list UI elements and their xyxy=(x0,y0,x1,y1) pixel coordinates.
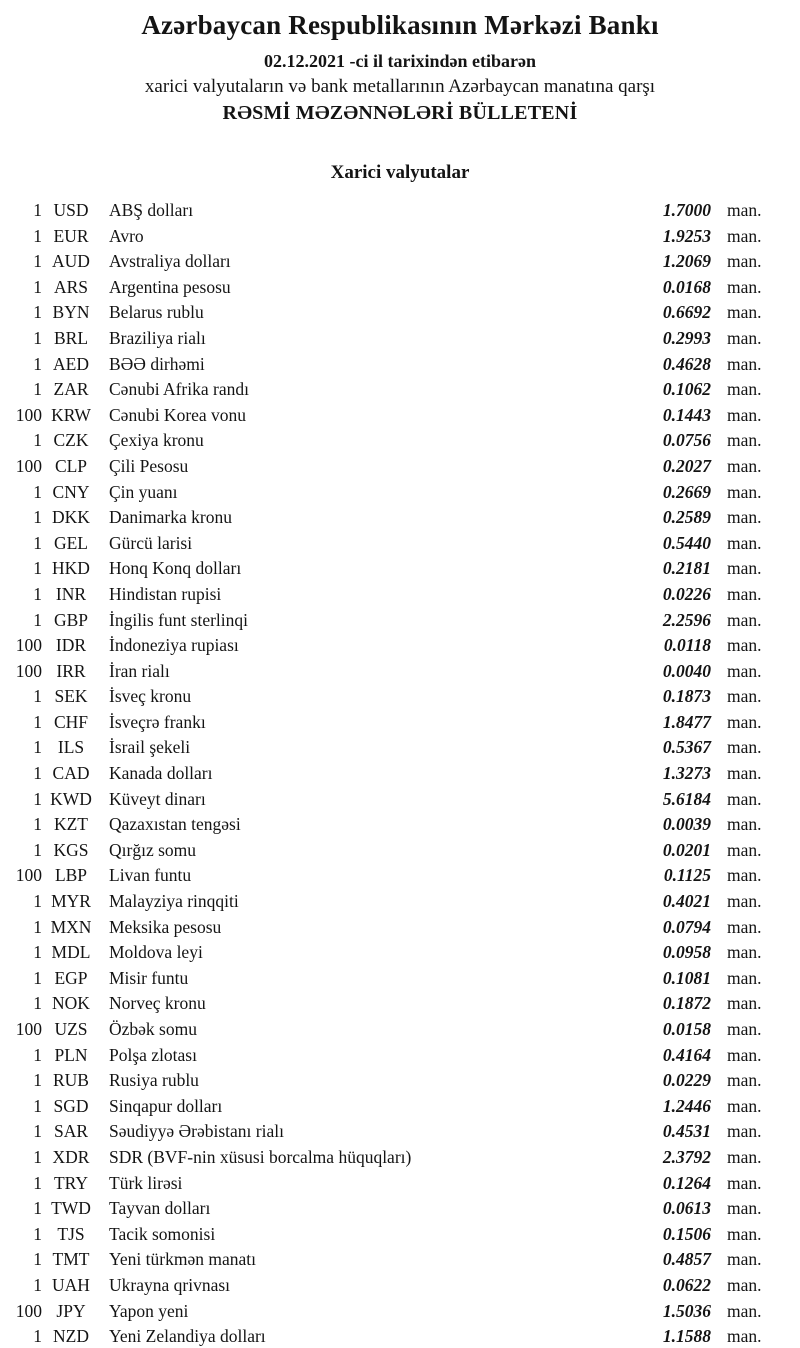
currency-code-cell: XDR xyxy=(52,1146,90,1167)
rate-value-cell: 0.0168 xyxy=(662,276,711,297)
rate-value-cell: 5.6184 xyxy=(662,788,711,809)
table-row xyxy=(0,377,800,403)
quantity-cell: 1 xyxy=(33,532,42,553)
quantity-cell: 1 xyxy=(33,327,42,348)
table-row xyxy=(0,659,800,685)
rate-value-cell: 0.2181 xyxy=(662,558,711,579)
currency-code-cell: TJS xyxy=(57,1223,85,1244)
rate-value-cell: 0.1125 xyxy=(663,865,711,886)
quantity-cell: 1 xyxy=(33,379,42,400)
quantity-cell: 1 xyxy=(33,225,42,246)
quantity-cell: 1 xyxy=(33,1223,42,1244)
currency-name-cell: Meksika pesosu xyxy=(109,916,222,937)
unit-cell: man. xyxy=(727,430,762,451)
unit-cell: man. xyxy=(727,558,762,579)
table-row xyxy=(0,863,800,889)
rate-value-cell: 0.1062 xyxy=(662,379,711,400)
table-row xyxy=(0,761,800,787)
rate-value-cell: 0.0201 xyxy=(662,839,711,860)
rate-value-cell: 0.0756 xyxy=(662,430,711,451)
table-row xyxy=(0,966,800,992)
table-row xyxy=(0,940,800,966)
rate-value-cell: 0.0040 xyxy=(662,660,711,681)
quantity-cell: 1 xyxy=(33,993,42,1014)
quantity-cell: 1 xyxy=(33,686,42,707)
quantity-cell: 1 xyxy=(33,353,42,374)
currency-name-cell: Honq Konq dolları xyxy=(109,558,242,579)
currency-code-cell: TWD xyxy=(51,1198,91,1219)
currency-code-cell: SGD xyxy=(53,1095,89,1116)
table-row xyxy=(0,352,800,378)
currency-name-cell: İngilis funt sterlinqi xyxy=(109,609,249,630)
currency-code-cell: KZT xyxy=(53,814,89,835)
page-title: Azərbaycan Respublikasının Mərkəzi Bankı xyxy=(141,10,659,40)
currency-name-cell: Malayziya rinqqiti xyxy=(109,891,239,912)
rate-value-cell: 1.8477 xyxy=(662,711,711,732)
currency-code-cell: NZD xyxy=(53,1326,89,1347)
currency-name-cell: İsrail şekeli xyxy=(109,737,191,758)
quantity-cell: 1 xyxy=(33,583,42,604)
currency-name-cell: Çin yuanı xyxy=(109,481,178,502)
currency-name-cell: Çexiya kronu xyxy=(109,430,204,451)
unit-cell: man. xyxy=(727,660,762,681)
currency-name-cell: Ukrayna qrivnası xyxy=(109,1274,231,1295)
currency-name-cell: Qırğız somu xyxy=(109,839,197,860)
unit-cell: man. xyxy=(727,1095,762,1116)
quantity-cell: 1 xyxy=(33,1274,42,1295)
currency-name-cell: ABŞ dolları xyxy=(109,200,194,220)
currency-code-cell: CNY xyxy=(52,481,90,502)
currency-name-cell: Tayvan dolları xyxy=(109,1198,211,1219)
subject-line: xarici valyutaların və bank metallarının Azərbaycan manatına qarşı xyxy=(144,76,656,97)
currency-code-cell: BYN xyxy=(52,302,90,323)
rate-value-cell: 1.2069 xyxy=(662,251,711,272)
rate-value-cell: 1.7000 xyxy=(662,200,711,220)
currency-code-cell: KRW xyxy=(51,404,91,425)
quantity-cell: 1 xyxy=(33,763,42,784)
quantity-cell: 1 xyxy=(33,942,42,963)
table-row xyxy=(0,556,800,582)
table-row xyxy=(0,454,800,480)
currency-name-cell: Yapon yeni xyxy=(109,1300,189,1321)
unit-cell: man. xyxy=(727,1249,762,1270)
table-row xyxy=(0,1196,800,1222)
currency-name-cell: Kanada dolları xyxy=(109,763,213,784)
currency-name-cell: Argentina pesosu xyxy=(109,276,231,297)
currency-code-cell: MDL xyxy=(51,942,91,963)
currency-code-cell: KWD xyxy=(50,788,92,809)
quantity-cell: 100 xyxy=(15,1300,42,1321)
quantity-cell: 1 xyxy=(33,1249,42,1270)
currency-name-cell: Yeni türkmən manatı xyxy=(109,1249,256,1270)
unit-cell: man. xyxy=(727,1146,762,1167)
currency-name-cell: Sinqapur dolları xyxy=(109,1095,223,1116)
currency-name-cell: İsveçrə frankı xyxy=(109,711,206,732)
currency-code-cell: TRY xyxy=(53,1172,89,1193)
unit-cell: man. xyxy=(727,865,762,886)
currency-name-cell: BƏƏ dirhəmi xyxy=(109,353,205,374)
currency-name-cell: Belarus rublu xyxy=(109,302,204,323)
currency-name-cell: Avstraliya dolları xyxy=(109,251,231,272)
currency-code-cell: IRR xyxy=(56,660,86,681)
currency-code-cell: RUB xyxy=(53,1070,89,1091)
table-row xyxy=(0,991,800,1017)
rate-value-cell: 0.0958 xyxy=(662,942,711,963)
quantity-cell: 100 xyxy=(15,1019,42,1039)
unit-cell: man. xyxy=(727,507,762,528)
document-header xyxy=(0,0,800,126)
unit-cell: man. xyxy=(727,404,762,425)
currency-name-cell: Səudiyyə Ərəbistanı rialı xyxy=(109,1121,284,1142)
currency-code-cell: SEK xyxy=(54,686,88,707)
rate-value-cell: 0.4628 xyxy=(662,353,711,374)
currency-code-cell: UAH xyxy=(52,1274,90,1295)
table-row xyxy=(0,633,800,659)
currency-name-cell: Qazaxıstan tengəsi xyxy=(109,814,241,835)
currency-code-cell: KGS xyxy=(53,839,89,860)
table-row xyxy=(0,249,800,275)
currency-name-cell: İndoneziya rupiası xyxy=(109,635,239,656)
quantity-cell: 1 xyxy=(33,609,42,630)
quantity-cell: 100 xyxy=(15,635,42,656)
rate-value-cell: 2.2596 xyxy=(662,609,711,630)
rate-value-cell: 0.1081 xyxy=(662,967,711,988)
unit-cell: man. xyxy=(727,532,762,553)
unit-cell: man. xyxy=(727,609,762,630)
currency-code-cell: INR xyxy=(55,583,87,604)
rate-value-cell: 0.2993 xyxy=(662,327,711,348)
quantity-cell: 1 xyxy=(33,558,42,579)
rate-value-cell: 0.4021 xyxy=(662,891,711,912)
table-row xyxy=(0,1171,800,1197)
unit-cell: man. xyxy=(727,200,762,220)
currency-code-cell: MYR xyxy=(51,891,91,912)
currency-code-cell: TMT xyxy=(52,1249,90,1270)
currency-code-cell: NOK xyxy=(52,993,90,1014)
unit-cell: man. xyxy=(727,1070,762,1091)
table-row xyxy=(0,735,800,761)
rate-value-cell: 0.0613 xyxy=(662,1198,711,1219)
currency-name-cell: Misir funtu xyxy=(109,967,189,988)
unit-cell: man. xyxy=(727,583,762,604)
currency-code-cell: CZK xyxy=(53,430,89,451)
quantity-cell: 1 xyxy=(33,967,42,988)
unit-cell: man. xyxy=(727,276,762,297)
currency-name-cell: Polşa zlotası xyxy=(109,1044,197,1065)
unit-cell: man. xyxy=(727,711,762,732)
currency-code-cell: HKD xyxy=(52,558,90,579)
unit-cell: man. xyxy=(727,993,762,1014)
quantity-cell: 1 xyxy=(33,507,42,528)
table-row xyxy=(0,480,800,506)
quantity-cell: 1 xyxy=(33,737,42,758)
table-row xyxy=(0,428,800,454)
quantity-cell: 1 xyxy=(33,251,42,272)
table-row xyxy=(0,198,800,224)
currency-code-cell: BRL xyxy=(53,327,89,348)
currency-name-cell: Yeni Zelandiya dolları xyxy=(109,1326,266,1347)
currency-code-cell: GBP xyxy=(53,609,89,630)
quantity-cell: 100 xyxy=(15,455,42,476)
table-row xyxy=(0,326,800,352)
currency-name-cell: Gürcü larisi xyxy=(109,532,193,553)
currency-name-cell: Avro xyxy=(109,225,144,246)
currency-code-cell: GEL xyxy=(53,532,89,553)
unit-cell: man. xyxy=(727,1300,762,1321)
rate-value-cell: 0.0118 xyxy=(663,635,711,656)
rate-value-cell: 0.0229 xyxy=(662,1070,711,1091)
currency-code-cell: AUD xyxy=(52,251,90,272)
unit-cell: man. xyxy=(727,327,762,348)
currency-name-cell: Norveç kronu xyxy=(109,993,206,1014)
unit-cell: man. xyxy=(727,891,762,912)
quantity-cell: 100 xyxy=(15,660,42,681)
quantity-cell: 1 xyxy=(33,814,42,835)
currency-code-cell: MXN xyxy=(50,916,92,937)
quantity-cell: 1 xyxy=(33,839,42,860)
unit-cell: man. xyxy=(727,1274,762,1295)
unit-cell: man. xyxy=(727,1326,762,1347)
unit-cell: man. xyxy=(727,788,762,809)
rate-value-cell: 0.1873 xyxy=(662,686,711,707)
quantity-cell: 1 xyxy=(33,916,42,937)
rate-value-cell: 0.5367 xyxy=(662,737,711,758)
table-row xyxy=(0,224,800,250)
rate-value-cell: 0.4531 xyxy=(662,1121,711,1142)
unit-cell: man. xyxy=(727,353,762,374)
unit-cell: man. xyxy=(727,302,762,323)
rate-value-cell: 0.4164 xyxy=(662,1044,711,1065)
currency-code-cell: CLP xyxy=(54,455,88,476)
unit-cell: man. xyxy=(727,481,762,502)
bulletin-title: RƏSMİ MƏZƏNNƏLƏRİ BÜLLETENİ xyxy=(222,102,578,124)
quantity-cell: 1 xyxy=(33,1121,42,1142)
currency-code-cell: CAD xyxy=(52,763,90,784)
table-row xyxy=(0,403,800,429)
unit-cell: man. xyxy=(727,1198,762,1219)
table-row xyxy=(0,275,800,301)
rate-value-cell: 0.0158 xyxy=(662,1019,711,1039)
table-row xyxy=(0,608,800,634)
unit-cell: man. xyxy=(727,379,762,400)
rate-value-cell: 0.4857 xyxy=(662,1249,711,1270)
currency-name-cell: Moldova leyi xyxy=(109,942,203,963)
table-row xyxy=(0,1094,800,1120)
unit-cell: man. xyxy=(727,455,762,476)
table-row xyxy=(0,1043,800,1069)
rate-value-cell: 1.2446 xyxy=(662,1095,711,1116)
currency-code-cell: CHF xyxy=(53,711,89,732)
quantity-cell: 1 xyxy=(33,1326,42,1347)
currency-code-cell: DKK xyxy=(52,507,90,528)
rate-value-cell: 2.3792 xyxy=(662,1146,711,1167)
currency-name-cell: SDR (BVF-nin xüsusi borcalma hüquqları) xyxy=(109,1146,412,1167)
currency-name-cell: Rusiya rublu xyxy=(109,1070,199,1091)
currency-name-cell: İsveç kronu xyxy=(109,686,192,707)
table-row xyxy=(0,300,800,326)
unit-cell: man. xyxy=(727,1044,762,1065)
table-row xyxy=(0,812,800,838)
currency-code-cell: EUR xyxy=(53,225,89,246)
currency-code-cell: ARS xyxy=(53,276,89,297)
quantity-cell: 1 xyxy=(33,481,42,502)
currency-name-cell: Cənubi Korea vonu xyxy=(109,404,247,425)
unit-cell: man. xyxy=(727,814,762,835)
effective-date: 02.12.2021 -ci il tarixindən etibarən xyxy=(264,51,536,71)
table-row xyxy=(0,1017,800,1043)
table-row xyxy=(0,838,800,864)
quantity-cell: 1 xyxy=(33,711,42,732)
table-row xyxy=(0,1299,800,1325)
currency-code-cell: USD xyxy=(53,200,89,220)
rate-value-cell: 1.5036 xyxy=(662,1300,711,1321)
quantity-cell: 1 xyxy=(33,302,42,323)
rate-value-cell: 0.6692 xyxy=(662,302,711,323)
currency-name-cell: Özbək somu xyxy=(109,1019,197,1039)
section-title: Xarici valyutalar xyxy=(330,162,470,183)
rates-table xyxy=(0,198,800,1348)
currency-code-cell: IDR xyxy=(55,635,87,656)
quantity-cell: 100 xyxy=(15,865,42,886)
rate-value-cell: 0.1872 xyxy=(662,993,711,1014)
currency-code-cell: SAR xyxy=(53,1121,89,1142)
unit-cell: man. xyxy=(727,1223,762,1244)
unit-cell: man. xyxy=(727,916,762,937)
currency-code-cell: ILS xyxy=(57,737,85,758)
table-row xyxy=(0,1119,800,1145)
currency-code-cell: EGP xyxy=(54,967,88,988)
quantity-cell: 100 xyxy=(15,404,42,425)
quantity-cell: 1 xyxy=(33,1172,42,1193)
table-row xyxy=(0,889,800,915)
rate-value-cell: 1.3273 xyxy=(662,763,711,784)
table-row xyxy=(0,1068,800,1094)
quantity-cell: 1 xyxy=(33,891,42,912)
currency-code-cell: ZAR xyxy=(53,379,89,400)
unit-cell: man. xyxy=(727,763,762,784)
unit-cell: man. xyxy=(727,225,762,246)
rate-value-cell: 0.0794 xyxy=(662,916,711,937)
currency-name-cell: Türk lirəsi xyxy=(109,1172,183,1193)
currency-code-cell: UZS xyxy=(54,1019,88,1039)
rate-value-cell: 1.1588 xyxy=(662,1326,711,1347)
table-row xyxy=(0,710,800,736)
currency-name-cell: Livan funtu xyxy=(109,865,192,886)
unit-cell: man. xyxy=(727,967,762,988)
table-row xyxy=(0,1145,800,1171)
quantity-cell: 1 xyxy=(33,1095,42,1116)
rate-value-cell: 0.2589 xyxy=(662,507,711,528)
rate-value-cell: 0.5440 xyxy=(662,532,711,553)
rate-value-cell: 0.0039 xyxy=(662,814,711,835)
table-row xyxy=(0,915,800,941)
currency-code-cell: PLN xyxy=(54,1044,88,1065)
table-row xyxy=(0,505,800,531)
rate-value-cell: 0.1443 xyxy=(662,404,711,425)
currency-name-cell: Cənubi Afrika randı xyxy=(109,379,249,400)
rate-value-cell: 0.1264 xyxy=(662,1172,711,1193)
currency-name-cell: Danimarka kronu xyxy=(109,507,232,528)
currency-code-cell: JPY xyxy=(56,1300,86,1321)
quantity-cell: 1 xyxy=(33,1198,42,1219)
rate-value-cell: 0.2669 xyxy=(662,481,711,502)
rate-value-cell: 0.0226 xyxy=(662,583,711,604)
currency-name-cell: Çili Pesosu xyxy=(109,455,189,476)
unit-cell: man. xyxy=(727,1019,762,1039)
quantity-cell: 1 xyxy=(33,1070,42,1091)
quantity-cell: 1 xyxy=(33,1044,42,1065)
quantity-cell: 1 xyxy=(33,276,42,297)
unit-cell: man. xyxy=(727,737,762,758)
unit-cell: man. xyxy=(727,1121,762,1142)
currency-code-cell: LBP xyxy=(54,865,88,886)
quantity-cell: 1 xyxy=(33,200,42,220)
table-row xyxy=(0,531,800,557)
currency-name-cell: Braziliya rialı xyxy=(109,327,206,348)
currency-name-cell: İran rialı xyxy=(109,660,170,681)
rate-value-cell: 0.1506 xyxy=(662,1223,711,1244)
unit-cell: man. xyxy=(727,942,762,963)
unit-cell: man. xyxy=(727,251,762,272)
table-row xyxy=(0,787,800,813)
rate-value-cell: 0.0622 xyxy=(662,1274,711,1295)
table-row xyxy=(0,582,800,608)
table-row xyxy=(0,1324,800,1348)
rate-value-cell: 0.2027 xyxy=(662,455,711,476)
currency-name-cell: Hindistan rupisi xyxy=(109,583,222,604)
table-row xyxy=(0,1273,800,1299)
quantity-cell: 1 xyxy=(33,430,42,451)
table-row xyxy=(0,1222,800,1248)
quantity-cell: 1 xyxy=(33,788,42,809)
currency-name-cell: Tacik somonisi xyxy=(109,1223,216,1244)
unit-cell: man. xyxy=(727,686,762,707)
unit-cell: man. xyxy=(727,635,762,656)
unit-cell: man. xyxy=(727,1172,762,1193)
rate-value-cell: 1.9253 xyxy=(662,225,711,246)
quantity-cell: 1 xyxy=(33,1146,42,1167)
currency-code-cell: AED xyxy=(53,353,89,374)
unit-cell: man. xyxy=(727,839,762,860)
currency-name-cell: Küveyt dinarı xyxy=(109,788,206,809)
table-row xyxy=(0,1247,800,1273)
table-row xyxy=(0,684,800,710)
